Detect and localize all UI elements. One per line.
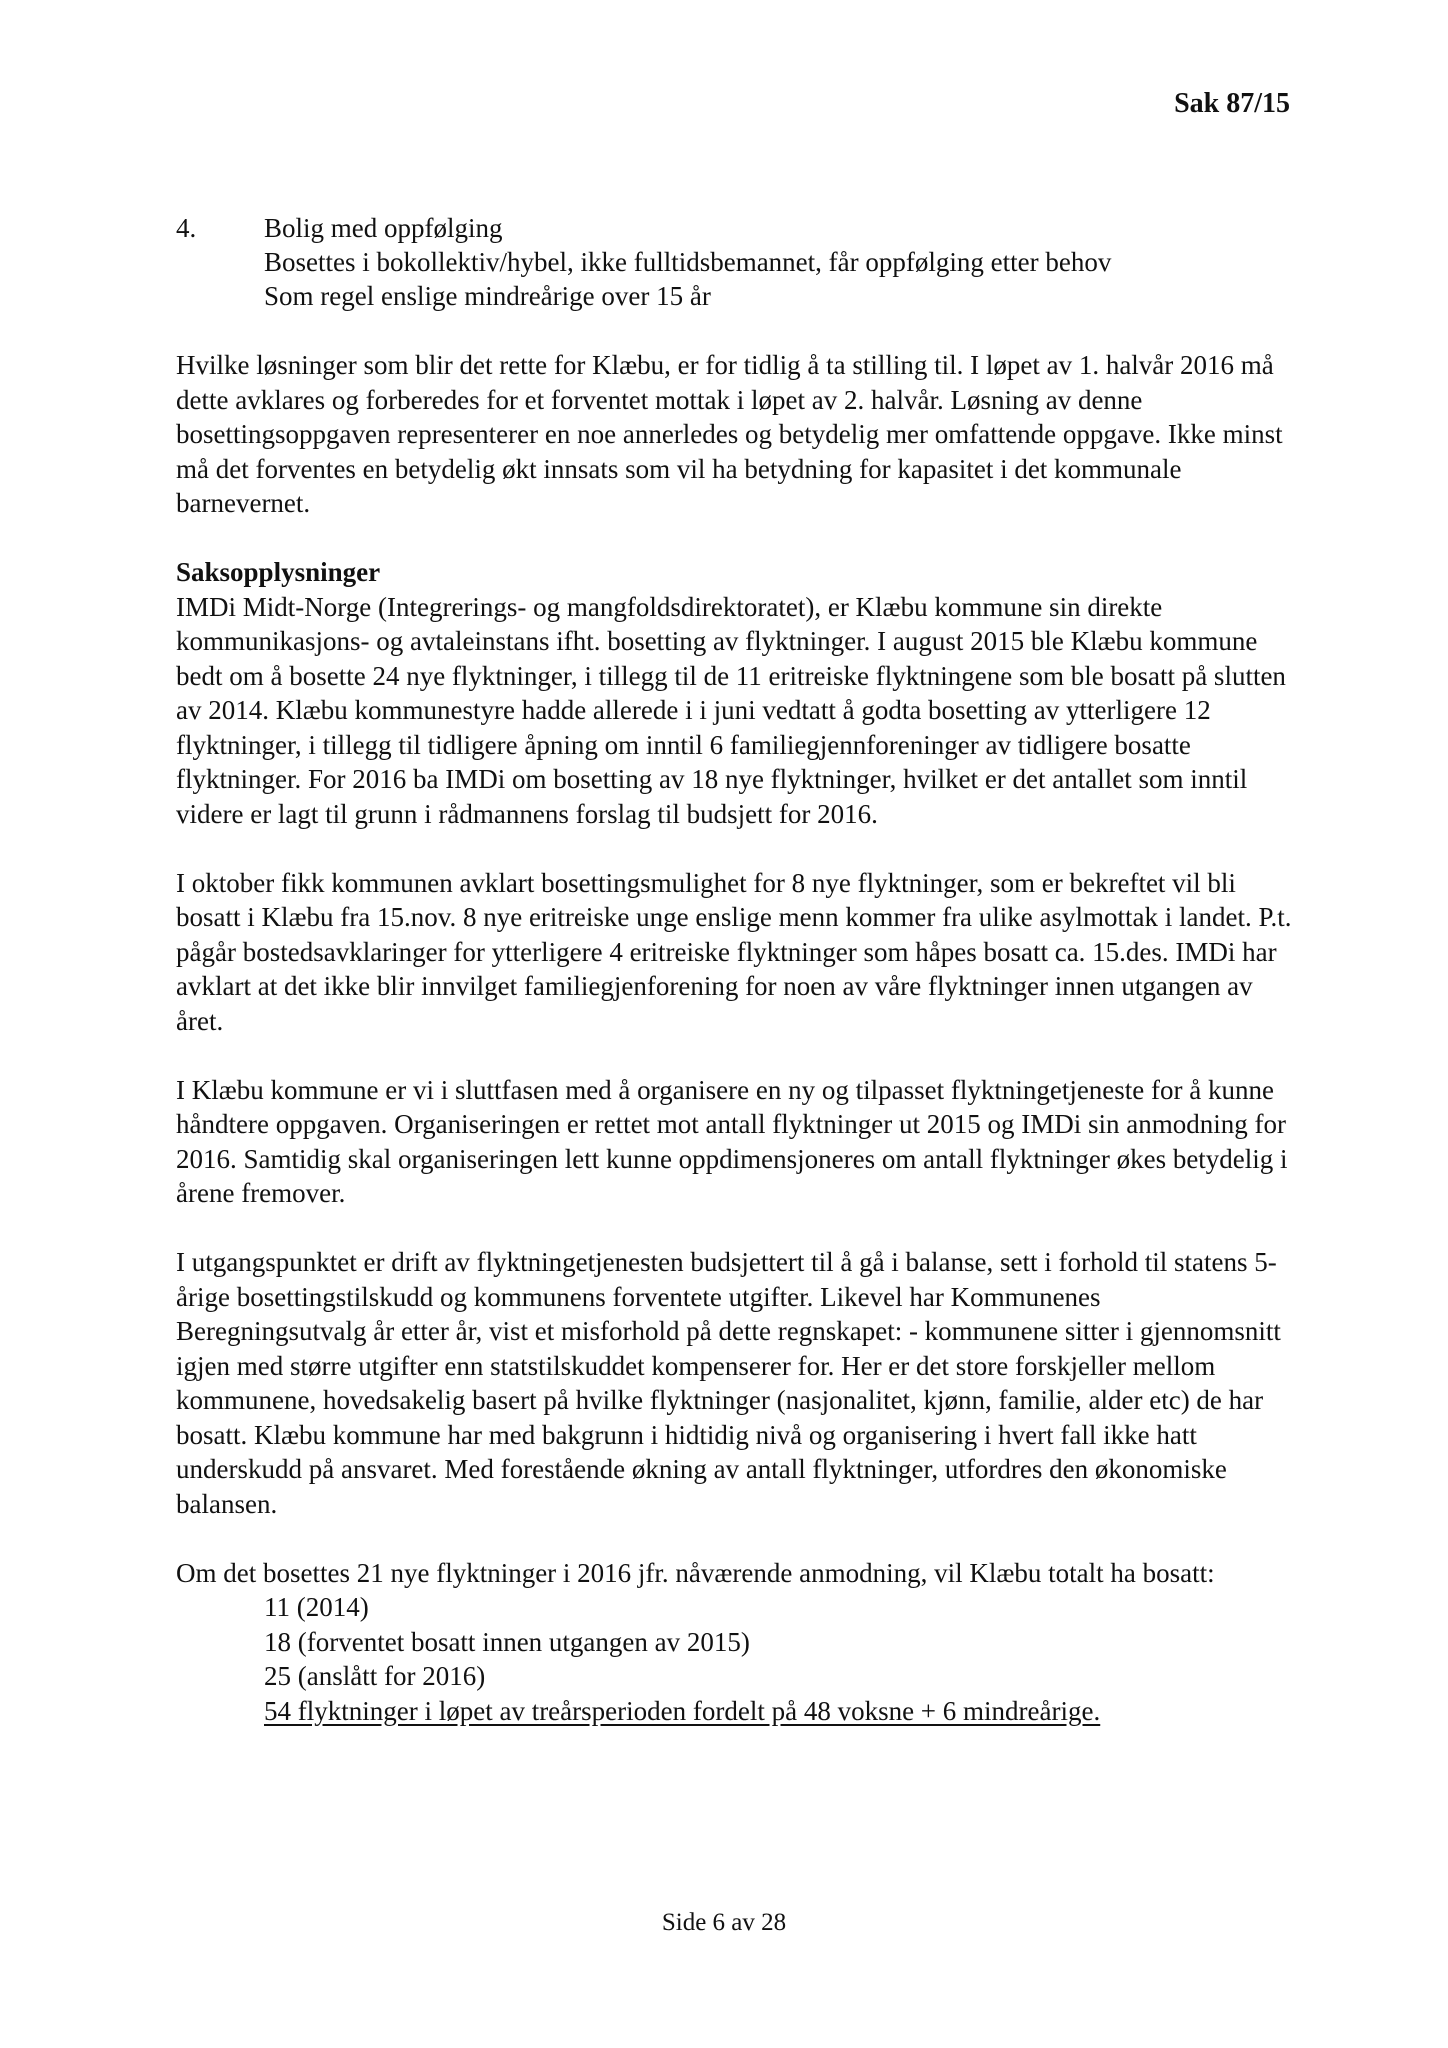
item-line: Bosettes i bokollektiv/hybel, ikke fulltidsbemannet, får oppfølging etter behov bbox=[264, 247, 1112, 277]
item-title: Bolig med oppfølging bbox=[264, 213, 503, 243]
item-line: Som regel enslige mindreårige over 15 år bbox=[264, 281, 711, 311]
list-item: 18 (forventet bosatt innen utgangen av 2015) bbox=[264, 1626, 750, 1657]
case-reference: Sak 87/15 bbox=[1174, 88, 1290, 119]
list-item-4 bbox=[176, 211, 1326, 313]
settlement-list bbox=[264, 1590, 1296, 1728]
list-item-total: 54 flyktninger i løpet av treårsperioden fordelt på 48 voksne + 6 mindreårige. bbox=[264, 1695, 1101, 1726]
item-number: 4. bbox=[176, 213, 197, 243]
section-heading: Saksopplysninger bbox=[176, 557, 381, 587]
paragraph: IMDi Midt-Norge (Integrerings- og mangfoldsdirektoratet), er Klæbu kommune sin direkte kommunikasjons- og avtaleinstans ifht. bosetting av flyktninger. I august 2015 ble Klæbu kommune bedt om å bosette 24 nye flyktninger, i tillegg til de 11 eritreiske flyktningene som ble bosatt på slutten av 2014. Klæbu kommunestyre hadde allerede i i juni vedtatt å godta bosetting av ytterligere 12 flyktninger, i tillegg til tidligere åpning om inntil 6 familiegjennforeninger av tidligere bosatte flyktninger. For 2016 ba IMDi om bosetting av 18 nye flyktninger, hvilket er det antallet som inntil videre er lagt til grunn i rådmannens forslag til budsjett for 2016. bbox=[176, 591, 1286, 829]
document-body bbox=[176, 348, 1296, 1728]
list-item: 25 (anslått for 2016) bbox=[264, 1661, 486, 1691]
paragraph: I utgangspunktet er drift av flyktningetjenesten budsjettert til å gå i balanse, sett i forhold til statens 5-årige bosettingstilskudd og kommunens forventete utgifter. Likevel har Kommunenes Beregningsutvalg år etter år, vist et misforhold på dette regnskapet: - kommunene sitter i gjennomsnitt igjen med større utgifter enn statstilskuddet kompenserer for. Her er det store forskjeller mellom kommunene, hovedsakelig basert på hvilke flyktninger (nasjonalitet, kjønn, familie, alder etc) de har bosatt. Klæbu kommune har med bakgrunn i hidtidig nivå og organisering i hvert fall ikke hatt underskudd på ansvaret. Med forestående økning av antall flyktninger, utfordres den økonomiske balansen. bbox=[176, 1247, 1281, 1519]
item-content bbox=[264, 211, 1326, 313]
paragraph: I oktober fikk kommunen avklart bosettingsmulighet for 8 nye flyktninger, som er bekreftet vil bli bosatt i Klæbu fra 15.nov. 8 nye eritreiske unge enslige menn kommer fra ulike asylmottak i landet. P.t. pågår bostedsavklaringer for ytterligere 4 eritreiske flyktninger som håpes bosatt ca. 15.des. IMDi har avklart at det ikke blir innvilget familiegjenforening for noen av våre flyktninger innen utgangen av året. bbox=[176, 867, 1292, 1036]
list-item: 11 (2014) bbox=[264, 1592, 369, 1622]
page-number: Side 6 av 28 bbox=[661, 1909, 787, 1936]
paragraph: I Klæbu kommune er vi i sluttfasen med å organisere en ny og tilpasset flyktningetjeneste for å kunne håndtere oppgaven. Organiseringen er rettet mot antall flyktninger ut 2015 og IMDi sin anmodning for 2016. Samtidig skal organiseringen lett kunne oppdimensjoneres om antall flyktninger økes betydelig i årene fremover. bbox=[176, 1074, 1288, 1208]
paragraph: Om det bosettes 21 nye flyktninger i 2016 jfr. nåværende anmodning, vil Klæbu totalt ha bosatt: bbox=[176, 1557, 1215, 1588]
paragraph: Hvilke løsninger som blir det rette for Klæbu, er for tidlig å ta stilling til. I løpet av 1. halvår 2016 må dette avklares og forberedes for et forventet mottak i løpet av 2. halvår. Løsning av denne bosettingsoppgaven representerer en noe annerledes og betydelig mer omfattende oppgave. Ikke minst må det forventes en betydelig økt innsats som vil ha betydning for kapasitet i det kommunale barnevernet. bbox=[176, 350, 1283, 518]
